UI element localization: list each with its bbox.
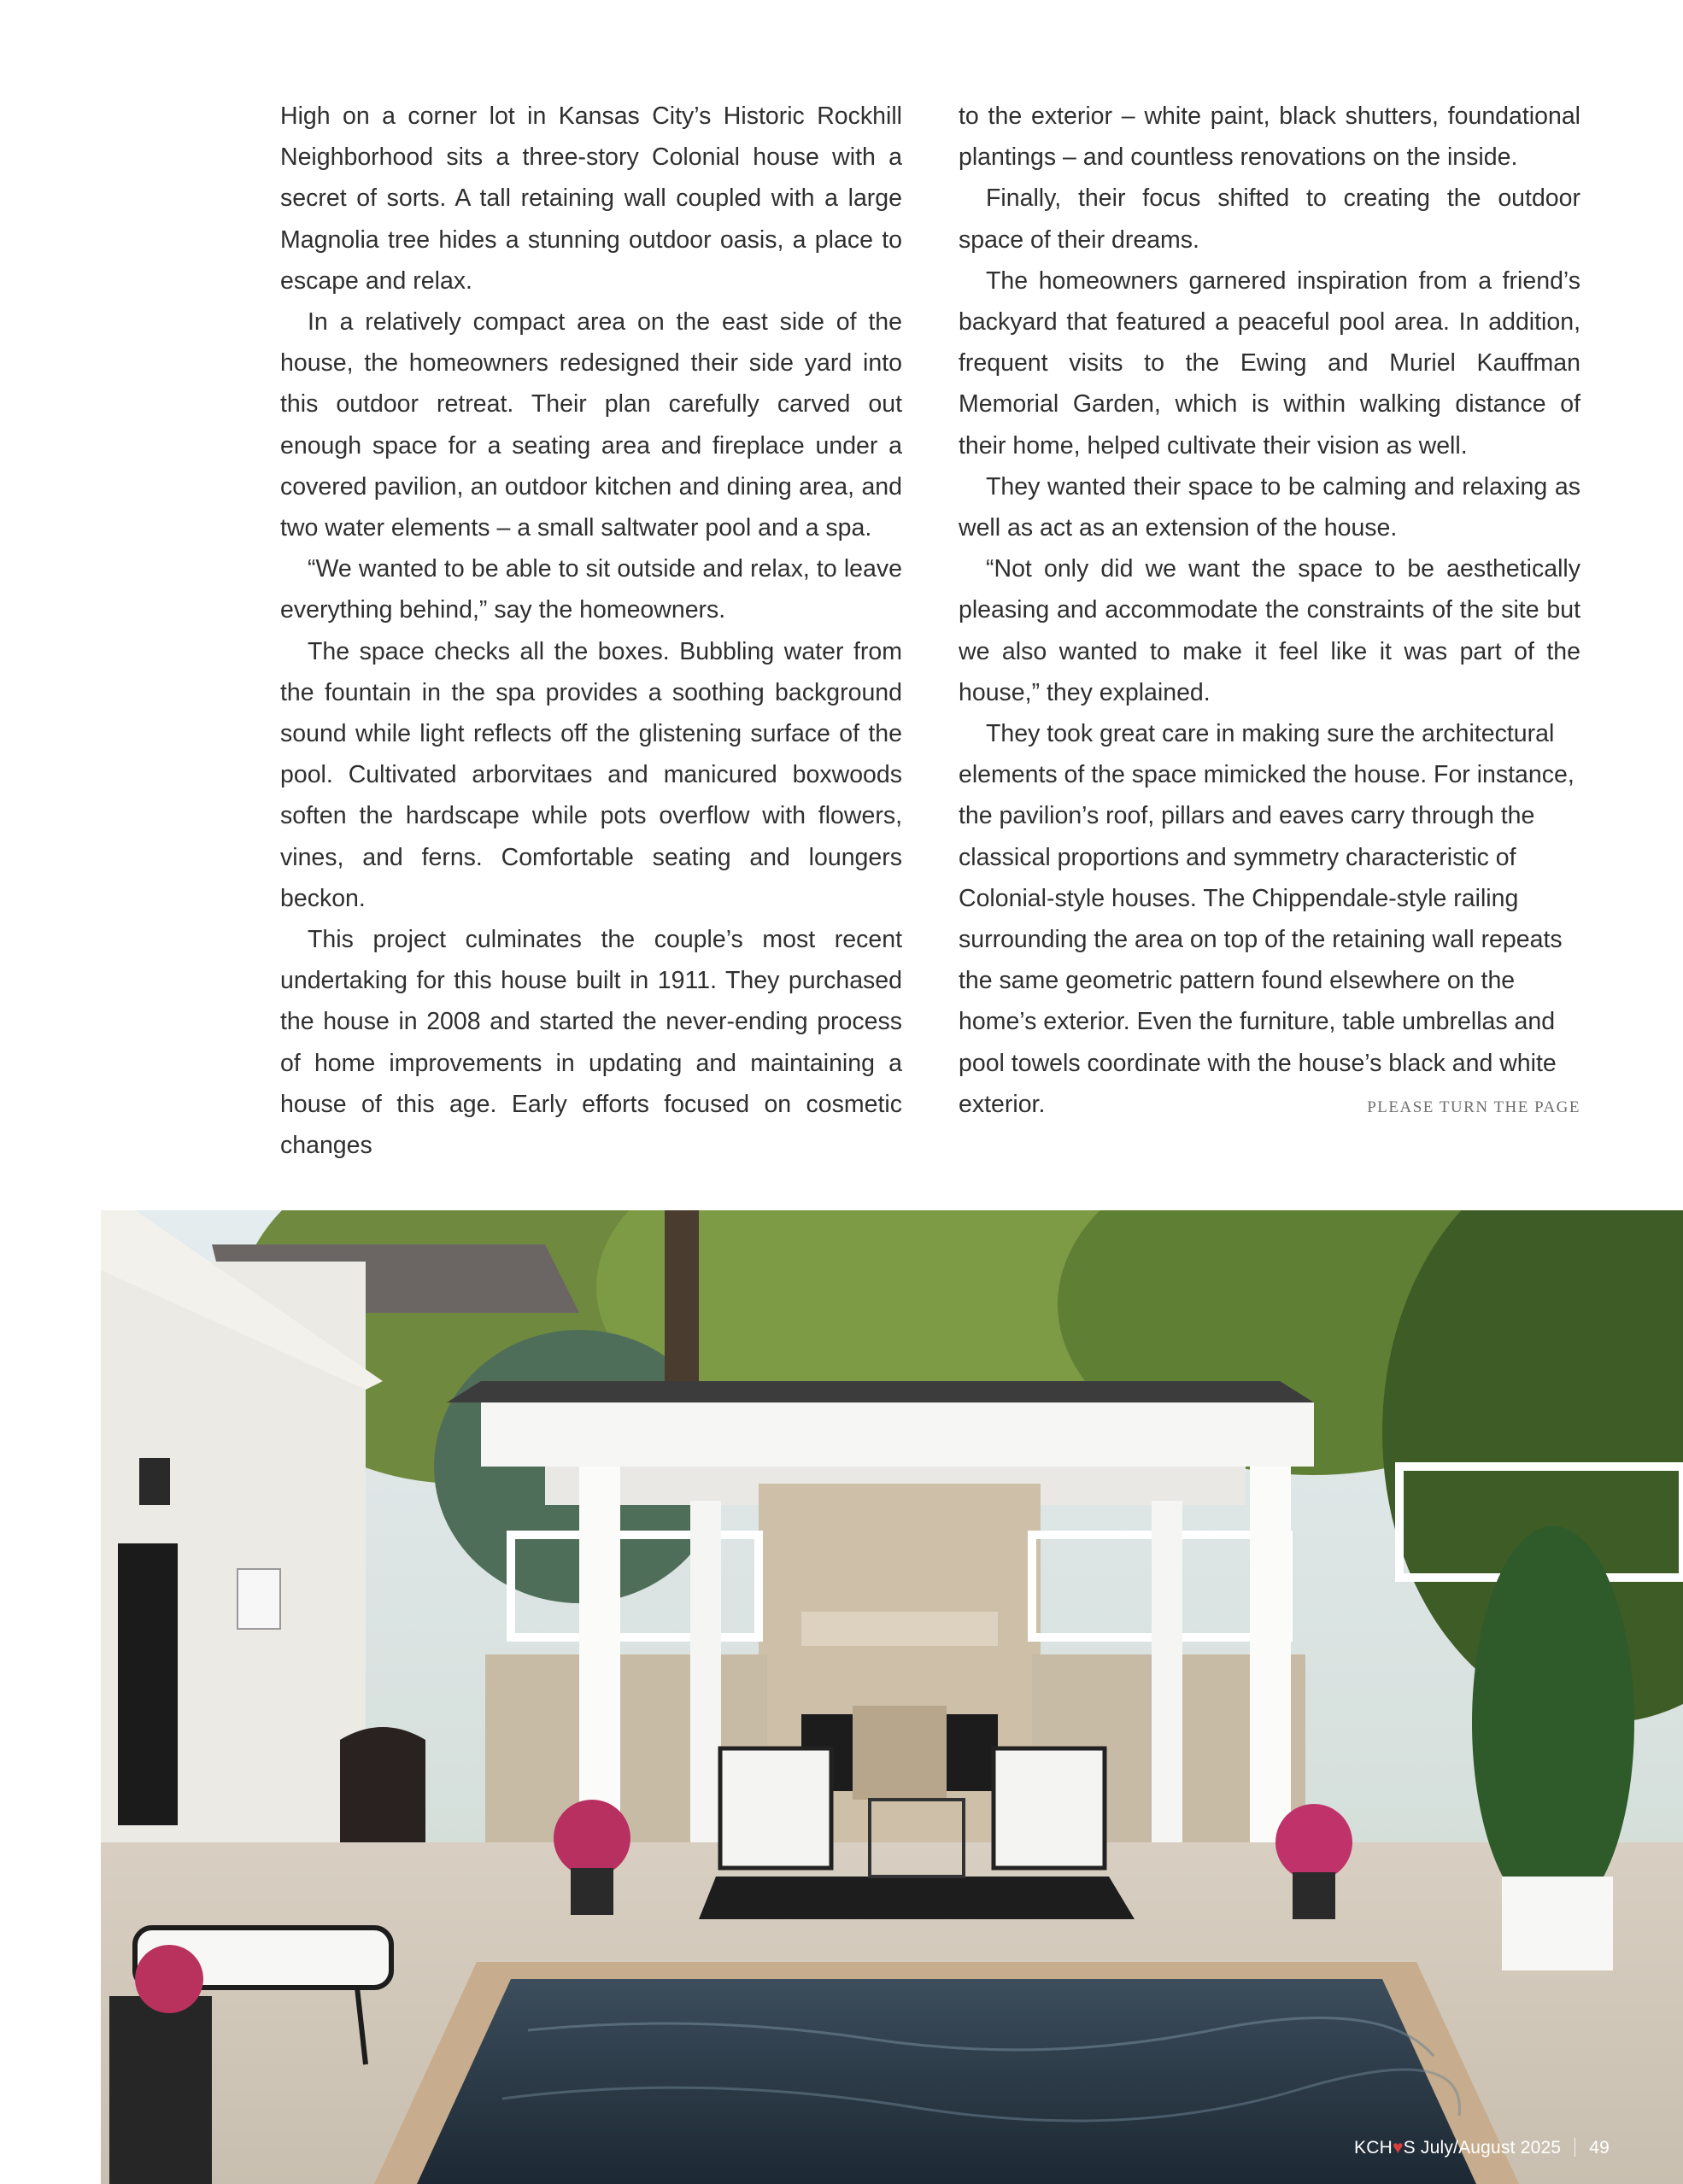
heart-icon: ♥ xyxy=(1393,2138,1404,2158)
paragraph: “We wanted to be able to sit outside and relax, to leave everything behind,” say the homeowners. xyxy=(280,555,902,624)
paragraph: In a relatively compact area on the east side of the house, the homeowners redesigned their side yard into this outdoor retreat. Their plan carefully carved out enough space for a seating area and fireplace under a covered pavilion, an outdoor kitchen and dining area, and two water elements – a small saltwater pool and a spa. xyxy=(280,308,902,542)
paragraph-last-text: They took great care in making sure the architectural elements of the space mimicked the house. For instance, the pavilion’s roof, pillars and eaves carry through the classical proportions and symmetry characteristic of Colonial-style houses. The Chippendale-style railing surrounding the area on top of the retaining wall repeats the same geometric pattern found elsewhere on the home’s exterior. Even the furniture, table umbrellas and pool towels coordinate with the house’s black and white exterior. xyxy=(959,720,1575,1118)
magazine-name-prefix: KCH xyxy=(1354,2138,1393,2158)
paragraph-last xyxy=(959,713,1580,1125)
article-column-left xyxy=(280,96,902,1166)
paragraph: to the exterior – white paint, black shutters, foundational plantings – and countless renovations on the inside. xyxy=(959,102,1580,172)
pool-pavilion-photo xyxy=(101,1210,1683,2184)
paragraph: Finally, their focus shifted to creating the outdoor space of their dreams. xyxy=(959,184,1580,254)
paragraph: The homeowners garnered inspiration from a friend’s backyard that featured a peaceful pool area. In addition, frequent visits to the Ewing and Muriel Kauffman Memorial Garden, which is within walking distance of their home, helped cultivate their vision as well. xyxy=(959,266,1580,460)
article-column-right xyxy=(959,96,1580,1128)
paragraph: High on a corner lot in Kansas City’s Historic Rockhill Neighborhood sits a three-story Colonial house with a secret of sorts. A tall retaining wall coupled with a large Magnolia tree hides a stunning outdoor oasis, a place to escape and relax. xyxy=(280,102,902,295)
paragraph: This project culminates the couple’s most recent undertaking for this house built in 1911. They purchased the house in 2008 and started the never-ending process of home improvements in updating and maintaining a house of this age. Early efforts focused on cosmetic changes xyxy=(280,926,902,1160)
page-footer xyxy=(1354,2138,1610,2158)
page-number: 49 xyxy=(1589,2138,1610,2158)
paragraph: The space checks all the boxes. Bubbling water from the fountain in the spa provides a soothing background sound while light reflects off the glistening surface of the pool. Cultivated arborvitaes and manicured boxwoods soften the hardscape while pots overflow with flowers, vines, and ferns. Comfortable seating and loungers beckon. xyxy=(280,637,902,912)
paragraph: They wanted their space to be calming and relaxing as well as act as an extension of the house. xyxy=(959,472,1580,542)
paragraph: “Not only did we want the space to be aesthetically pleasing and accommodate the constraints of the site but we also wanted to make it feel like it was part of the house,” they explained. xyxy=(959,555,1580,706)
magazine-issue: S July/August 2025 xyxy=(1403,2138,1562,2158)
photo-illustration xyxy=(101,1210,1683,2184)
turn-page-label: PLEASE TURN THE PAGE xyxy=(1367,1098,1580,1116)
